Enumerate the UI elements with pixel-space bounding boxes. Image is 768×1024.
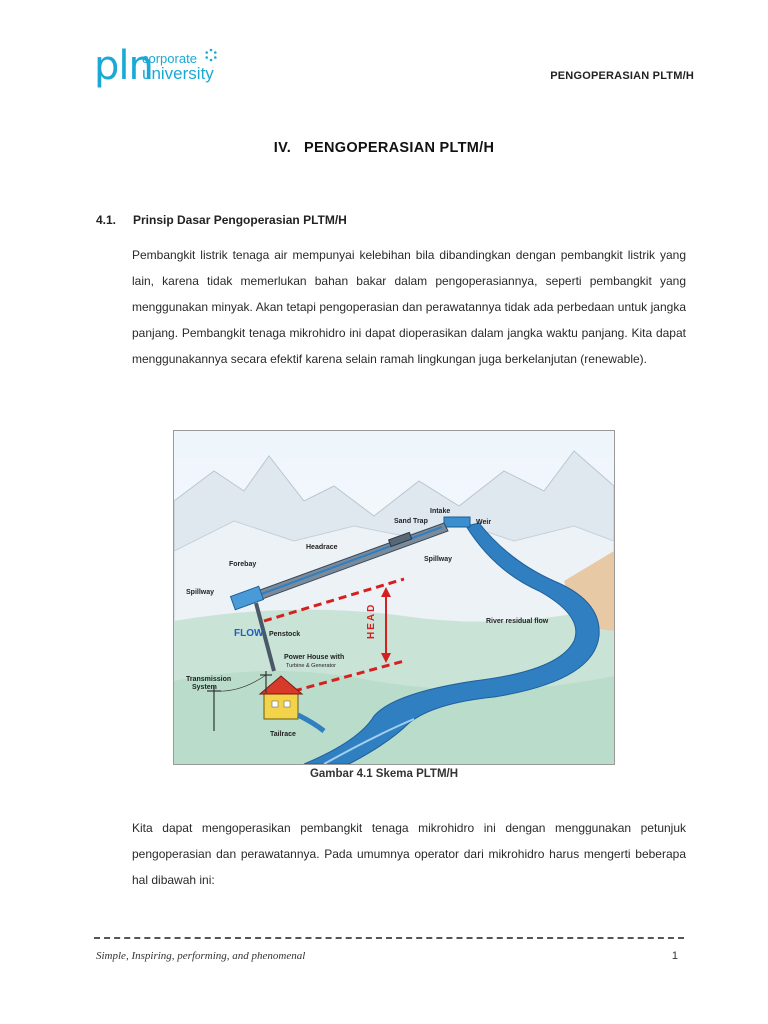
section-number: 4.1. xyxy=(96,213,117,227)
label-sand-trap: Sand Trap xyxy=(394,518,428,525)
pltmh-scheme-figure xyxy=(173,430,615,765)
weir xyxy=(444,517,470,527)
paragraph-intro: Pembangkit listrik tenaga air mempunyai kelebihan bila dibandingkan dengan pembangkit listrik yang lain, karena tidak memerlukan bahan bakar dalam pengoperasiannya, seperti pembangkit yang menggunakan minyak. Akan tetapi pengoperasian dan perawatannya tidak ada perbedaan untuk jangka panjang. Pembangkit tenaga mikrohidro ini dapat dioperasikan dalam jangka waktu panjang. Kita dapat menggunakannya secara efektif karena selain ramah lingkungan juga berkelanjutan (renewable). xyxy=(132,248,686,366)
label-weir: Weir xyxy=(476,519,492,526)
label-penstock: Penstock xyxy=(269,631,301,638)
section-heading xyxy=(96,213,347,227)
label-forebay: Forebay xyxy=(229,561,257,568)
label-head: HEAD xyxy=(366,602,377,639)
running-header: PENGOPERASIAN PLTM/H xyxy=(550,70,694,82)
footer-motto: Simple, Inspiring, performing, and phenomenal xyxy=(96,950,306,962)
logo-star-icon xyxy=(204,48,218,62)
figure-caption: Gambar 4.1 Skema PLTM/H xyxy=(309,768,459,780)
logo-line2: university xyxy=(142,64,214,83)
label-spillway-left: Spillway xyxy=(186,589,215,596)
footer-divider xyxy=(94,937,684,939)
label-spillway-right: Spillway xyxy=(424,556,453,563)
section-title: Prinsip Dasar Pengoperasian PLTM/H xyxy=(133,213,347,227)
label-headrace: Headrace xyxy=(306,544,338,551)
pltmh-diagram xyxy=(174,431,614,764)
label-river-residual: River residual flow xyxy=(486,618,549,625)
power-house xyxy=(264,693,298,719)
logo-brand: pln xyxy=(94,43,153,89)
label-tailrace: Tailrace xyxy=(270,731,296,738)
page-number: 1 xyxy=(671,950,678,962)
pln-logo xyxy=(94,42,254,98)
paragraph-operation: Kita dapat mengoperasikan pembangkit tenaga mikrohidro ini dengan menggunakan petunjuk pengoperasian dan perawatannya. Pada umumnya operator dari mikrohidro harus mengerti beberapa hal dibawah ini: xyxy=(132,821,686,887)
label-flow: FLOW xyxy=(234,628,264,639)
label-intake: Intake xyxy=(430,508,451,515)
label-power-house-sub: Turbine & Generator xyxy=(286,663,336,669)
logo-line1: corporate xyxy=(142,51,197,66)
label-power-house: Power House with xyxy=(284,654,345,661)
chapter-title: IV. PENGOPERASIAN PLTM/H xyxy=(273,140,495,156)
label-transmission: Transmission xyxy=(186,676,232,683)
label-transmission-system: System xyxy=(192,684,217,691)
